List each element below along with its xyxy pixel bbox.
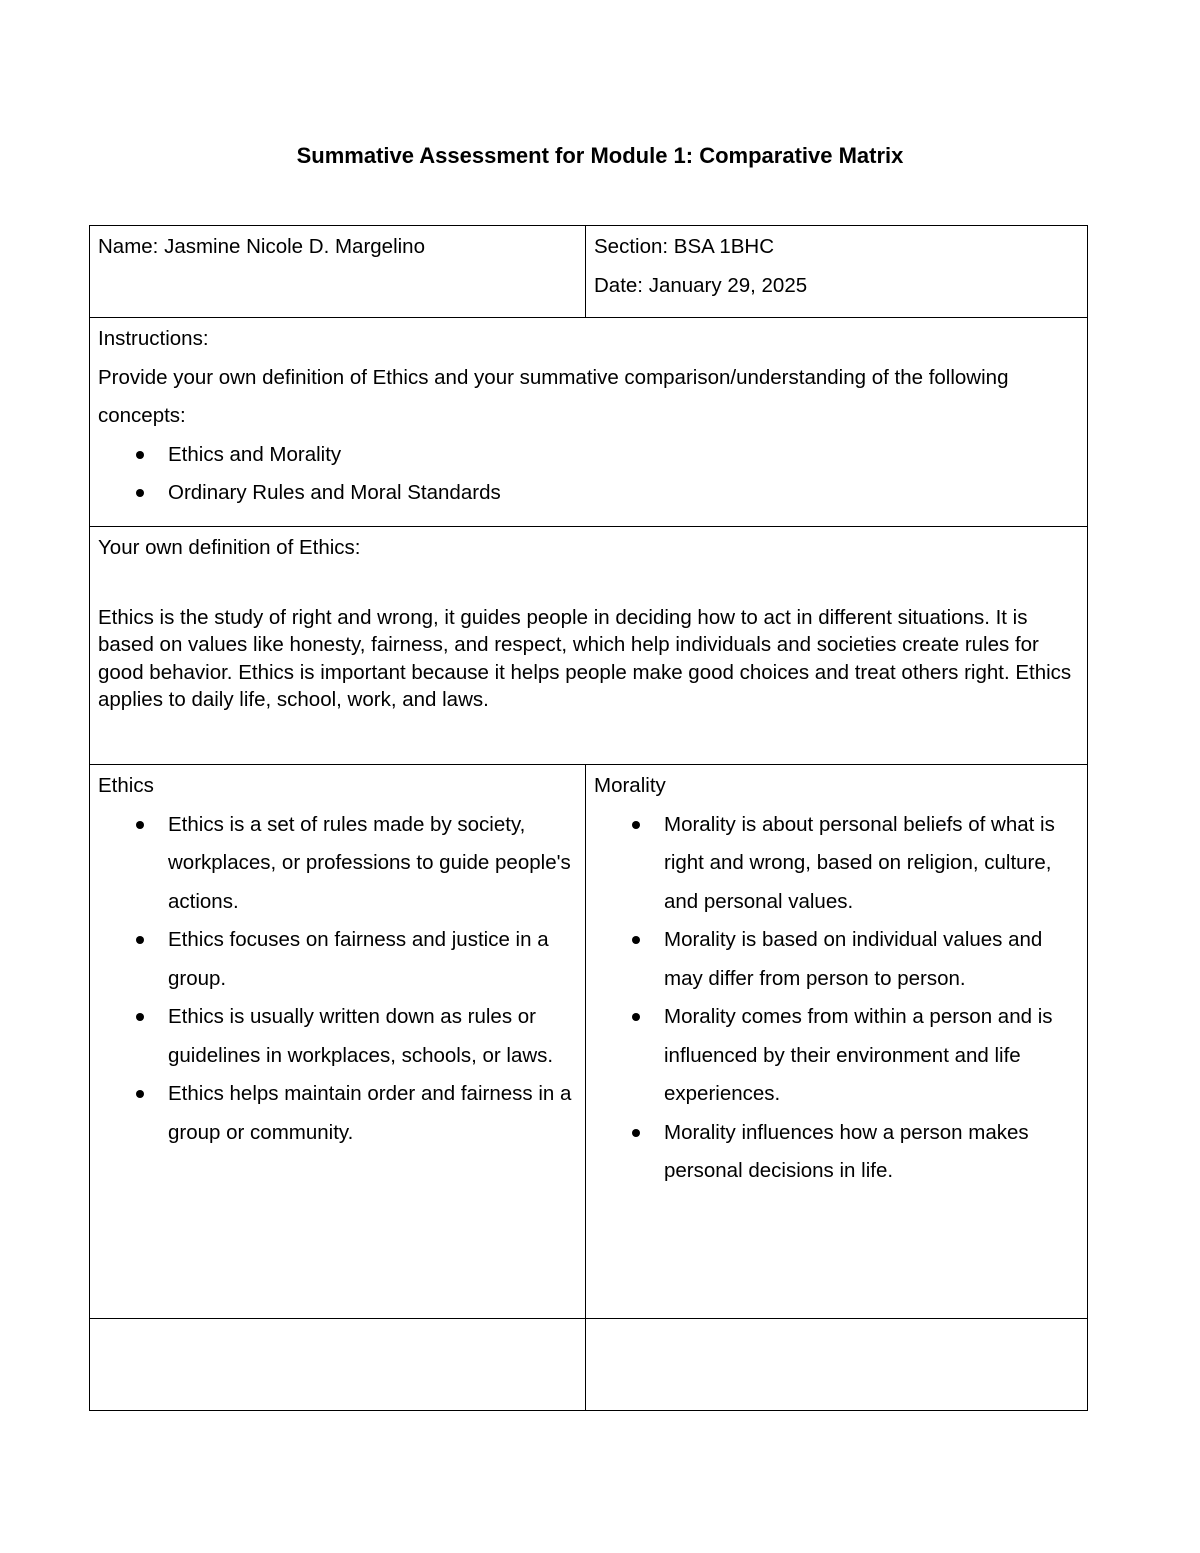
instructions-row: [90, 318, 1088, 527]
morality-cell: [586, 765, 1088, 1319]
name-cell: [90, 226, 586, 318]
list-item: Ethics is a set of rules made by society, workplaces, or professions to guide people's actions.: [168, 806, 577, 922]
header-row: [90, 226, 1088, 318]
list-item: Morality is based on individual values and may differ from person to person.: [664, 921, 1079, 998]
ethics-cell: [90, 765, 586, 1319]
instructions-cell: [90, 318, 1088, 527]
date-label: Date: January 29, 2025: [594, 273, 808, 297]
list-item: Morality comes from within a person and is influenced by their environment and life experiences.: [664, 998, 1079, 1114]
instructions-text: Provide your own definition of Ethics and your summative comparison/understanding of the following concepts:: [98, 365, 1009, 427]
definition-label: Your own definition of Ethics:: [98, 536, 361, 559]
section-label: Section: BSA 1BHC: [594, 235, 775, 258]
definition-text: Ethics is the study of right and wrong, it guides people in deciding how to act in different situations. It is based on values like honesty, fairness, and respect, which help individuals and societies create rules for good behavior. Ethics is important because it helps people make good choices and treat others right. Ethics applies to daily life, school, work, and laws.: [98, 605, 1072, 711]
definition-cell: [90, 527, 1088, 765]
comparative-matrix-table: [89, 225, 1088, 1411]
list-item: Morality is about personal beliefs of what is right and wrong, based on religion, culture, and personal values.: [664, 806, 1079, 922]
morality-list: [594, 806, 1079, 1191]
instructions-label: Instructions:: [98, 327, 209, 350]
list-item: Ethics is usually written down as rules or guidelines in workplaces, schools, or laws.: [168, 998, 577, 1075]
list-item: Ordinary Rules and Moral Standards: [168, 474, 1079, 513]
morality-heading: Morality: [594, 774, 666, 797]
student-name: Name: Jasmine Nicole D. Margelino: [98, 235, 425, 258]
list-item: Ethics and Morality: [168, 436, 1079, 475]
instructions-list: [98, 436, 1079, 513]
definition-row: [90, 527, 1088, 765]
list-item: Ethics focuses on fairness and justice in a group.: [168, 921, 577, 998]
ethics-list: [98, 806, 577, 1153]
section-date-cell: [586, 226, 1088, 318]
list-item: Morality influences how a person makes personal decisions in life.: [664, 1114, 1079, 1191]
comparison-row: [90, 765, 1088, 1319]
ethics-heading: Ethics: [98, 774, 154, 797]
list-item: Ethics helps maintain order and fairness in a group or community.: [168, 1075, 577, 1152]
empty-cell-right: [586, 1319, 1088, 1411]
document-title: Summative Assessment for Module 1: Comparative Matrix: [296, 143, 904, 168]
empty-row: [90, 1319, 1088, 1411]
empty-cell-left: [90, 1319, 586, 1411]
